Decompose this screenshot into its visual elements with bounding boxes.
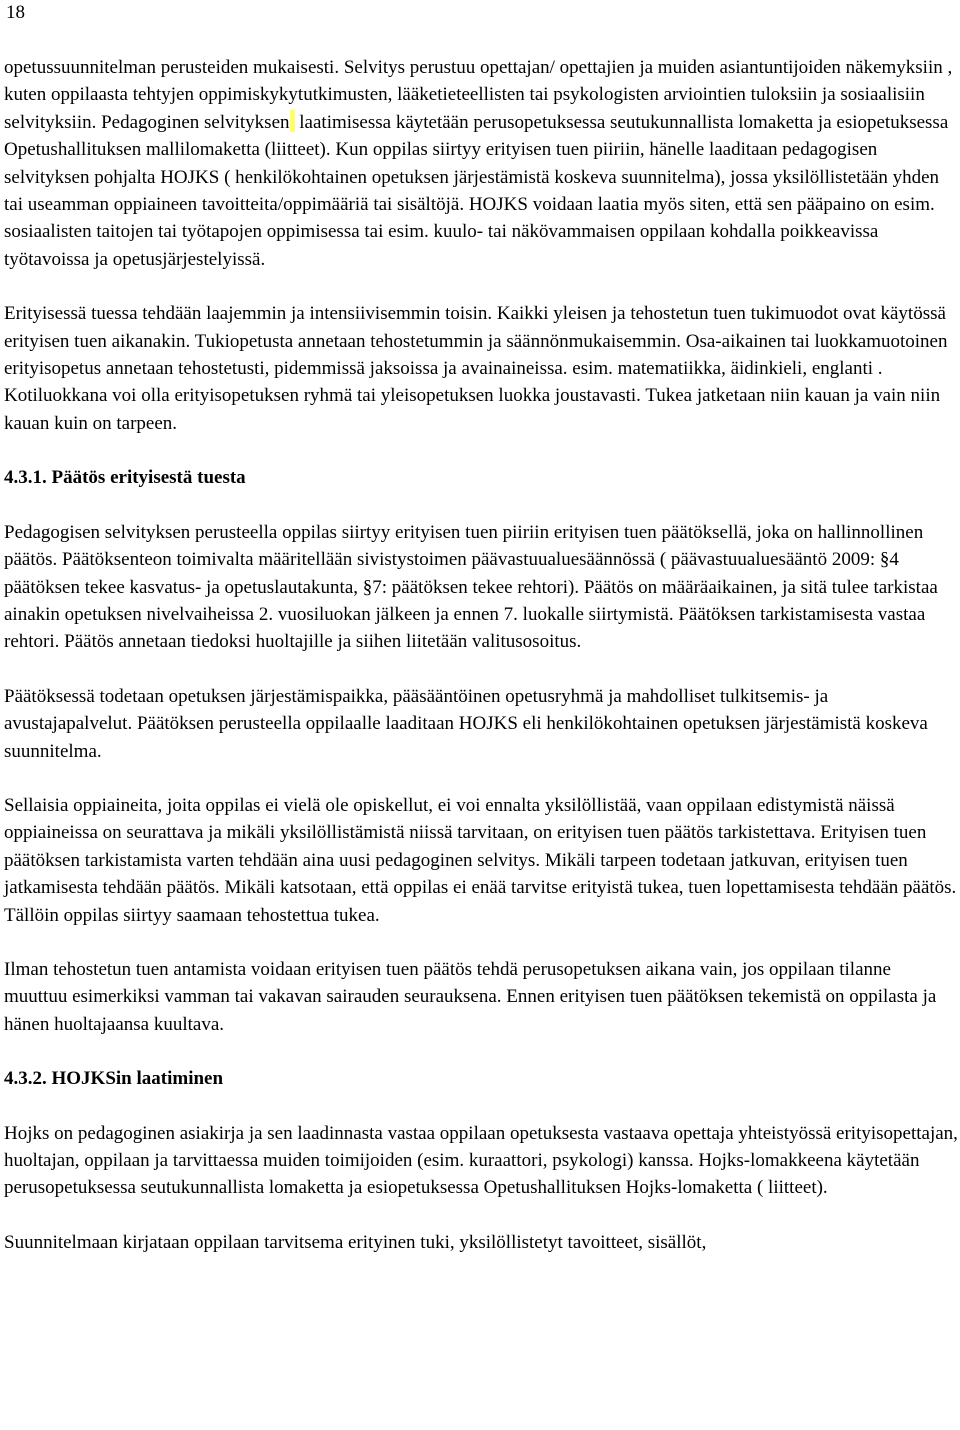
body-paragraph: Pedagogisen selvityksen perusteella oppilas siirtyy erityisen tuen piiriin erityisen tuen päätöksellä, joka on hallinnollinen päätös. Päätöksenteon toimivalta määritellään sivistystoimen päävastuualuesäännössä ( päävastuualuesääntö 2009: §4 päätöksen tekee kasvatus- ja opetuslautakunta, §7: päätöksen tekee rehtori). Päätös on määräaikainen, ja sitä tulee tarkistaa ainakin opetuksen nivelvaiheissa 2. vuosiluokan jälkeen ja ennen 7. luokalle siirtymistä. Päätöksen tarkistamisesta vastaa rehtori. Päätös annetaan tiedoksi huoltajille ja siihen liitetään valitusosoitus. — [4, 521, 938, 653]
document-body — [4, 54, 958, 1283]
body-paragraph — [4, 54, 958, 273]
body-paragraph: Ilman tehostetun tuen antamista voidaan erityisen tuen päätös tehdä perusopetuksen aikana vain, jos oppilaan tilanne muuttuu esimerkiksi vamman tai vakavan sairauden seurauksena. Ennen erityisen tuen päätöksen tekemistä on oppilasta ja hänen huoltajaansa kuultava. — [4, 958, 937, 1035]
paragraph-text: laatimisessa käytetään perusopetuksessa seutukunnallista lomaketta ja esiopetuksessa Opetushallituksen mallilomaketta (liitteet). Kun oppilas siirtyy erityisen tuen piiriin, hänelle laaditaan pedagogisen selvityksen pohjalta HOJKS ( henkilökohtainen opetuksen järjestämistä koskeva suunnitelma), jossa yksilöllistetään yhden tai useamman oppiaineen tavoitteita/oppimääriä tai sisältöjä. HOJKS voidaan laatia myös siten, että sen pääpaino on esim. sosiaalisten taitojen tai työtapojen oppimisessa tai esim. kuulo- tai näkövammaisen oppilaan kohdalla poikkeavissa työtavoissa ja opetusjärjestelyissä. — [4, 111, 949, 270]
body-paragraph: Suunnitelmaan kirjataan oppilaan tarvitsema erityinen tuki, yksilöllistetyt tavoitteet, sisällöt, — [4, 1231, 707, 1253]
page-number: 18 — [6, 2, 25, 23]
body-paragraph: Hojks on pedagoginen asiakirja ja sen laadinnasta vastaa oppilaan opetuksesta vastaava opettaja yhteistyössä erityisopettajan, huoltajan, oppilaan ja tarvittaessa muiden toimijoiden (esim. kuraattori, psykologi) kanssa. Hojks-lomakkeena käytetään perusopetuksessa seutukunnallista lomaketta ja esiopetuksessa Opetushallituksen Hojks-lomaketta ( liitteet). — [4, 1122, 958, 1199]
section-heading: 4.3.2. HOJKSin laatiminen — [4, 1068, 224, 1090]
body-paragraph: Päätöksessä todetaan opetuksen järjestämispaikka, pääsääntöinen opetusryhmä ja mahdolliset tulkitsemis- ja avustajapalvelut. Päätöksen perusteella oppilaalle laaditaan HOJKS eli henkilökohtainen opetuksen järjestämistä koskeva suunnitelma. — [4, 685, 928, 762]
body-paragraph: Sellaisia oppiaineita, joita oppilas ei vielä ole opiskellut, ei voi ennalta yksilöllistää, vaan oppilaan edistymistä näissä oppiaineissa on seurattava ja mikäli yksilöllistämistä niissä tarvitaan, on erityisen tuen päätös tarkistettava. Erityisen tuen päätöksen tarkistamista varten tehdään aina uusi pedagoginen selvitys. Mikäli tarpeen todetaan jatkuvan, erityisen tuen jatkamisesta tehdään päätös. Mikäli katsotaan, että oppilas ei enää tarvitse erityistä tukea, tuen lopettamisesta tehdään päätös. Tällöin oppilas siirtyy saamaan tehostettua tukea. — [4, 794, 957, 926]
section-heading: 4.3.1. Päätös erityisestä tuesta — [4, 467, 246, 489]
body-paragraph: Erityisessä tuessa tehdään laajemmin ja intensiivisemmin toisin. Kaikki yleisen ja tehostetun tuen tukimuodot ovat käytössä erityisen tuen aikanakin. Tukiopetusta annetaan tehostetummin ja säännönmukaisemmin. Osa-aikainen tai luokkamuotoinen erityisopetus annetaan tehostetusti, pidemmissä jaksoissa ja avainaineissa. esim. matematiikka, äidinkieli, englanti . Kotiluokkana voi olla erityisopetuksen ryhmä tai yleisopetuksen luokka joustavasti. Tukea jatketaan niin kauan ja vain niin kauan kuin on tarpeen. — [4, 303, 948, 434]
paragraph-text: opetussuunnitelman perusteiden mukaisesti. Selvitys perustuu opettajan/ opettajien ja muiden asiantuntijoiden näkemyksiin , kuten oppilaasta tehtyjen oppimiskykytutkimusten, lääketieteellisten tai psykologisten arviointien tuloksiin ja sosiaalisiin selvityksiin. Pedagoginen selvityksen — [4, 57, 953, 133]
